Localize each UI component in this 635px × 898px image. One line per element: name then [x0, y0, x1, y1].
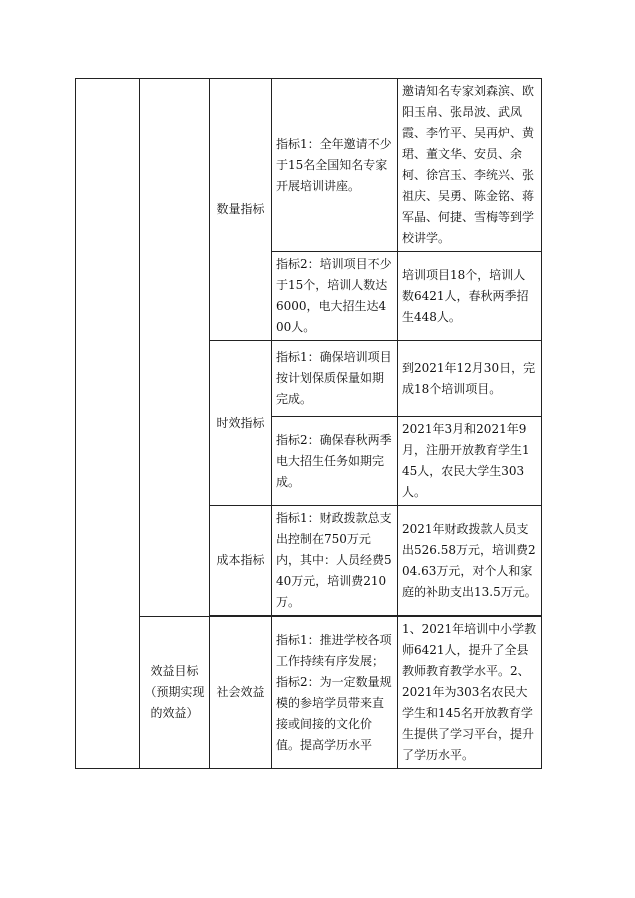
timeliness-indicator-label: 时效指标 — [210, 341, 272, 506]
indicator-cell: 指标1：财政拨款总支出控制在750万元内，其中：人员经费540万元，培训费210万。 — [272, 506, 398, 616]
actual-value-cell: 2021年3月和2021年9月，注册开放教育学生145人，农民大学生303人。 — [398, 417, 542, 506]
indicator-cell: 指标1：推进学校各项工作持续有序发展；指标2：为一定数量规模的参培学员带来直接或间接的文化价值。提高学历水平 — [272, 617, 398, 769]
indicator-cell: 指标1：全年邀请不少于15名全国知名专家开展培训讲座。 — [272, 79, 398, 252]
actual-value-cell: 邀请知名专家刘森滨、欧阳玉帛、张昂波、武凤霞、李竹平、吴再炉、黄珺、董文华、安员、余柯、徐宫玉、李统兴、张祖庆、吴勇、陈金铭、蒋军晶、何捷、雪梅等到学校讲学。 — [398, 79, 542, 252]
indicator-cell: 指标2：确保春秋两季电大招生任务如期完成。 — [272, 417, 398, 506]
actual-value-cell: 到2021年12月30日，完成18个培训项目。 — [398, 341, 542, 417]
second-level-output-cell — [140, 79, 210, 617]
actual-value-cell: 2021年财政拨款人员支出526.58万元，培训费204.63万元，对个人和家庭的补助支出13.5万元。 — [398, 506, 542, 616]
social-benefit-label: 社会效益 — [210, 617, 272, 769]
table-row — [76, 79, 542, 252]
indicator-cell: 指标1：确保培训项目按计划保质保量如期完成。 — [272, 341, 398, 417]
cost-indicator-label: 成本指标 — [210, 506, 272, 616]
actual-value-cell: 培训项目18个，培训人数6421人，春秋两季招生448人。 — [398, 252, 542, 341]
first-level-indicator-cell — [76, 79, 140, 769]
actual-value-cell: 1、2021年培训中小学教师6421人，提升了全县教师教育教学水平。2、2021年为303名农民大学生和145名开放教育学生提供了学习平台，提升了学历水平。 — [398, 617, 542, 769]
table-row — [76, 617, 542, 769]
quantity-indicator-label: 数量指标 — [210, 79, 272, 341]
benefit-target-label: 效益目标 （预期实现的效益） — [140, 617, 210, 769]
performance-table — [75, 78, 542, 769]
indicator-cell: 指标2：培训项目不少于15个，培训人数达6000，电大招生达400人。 — [272, 252, 398, 341]
